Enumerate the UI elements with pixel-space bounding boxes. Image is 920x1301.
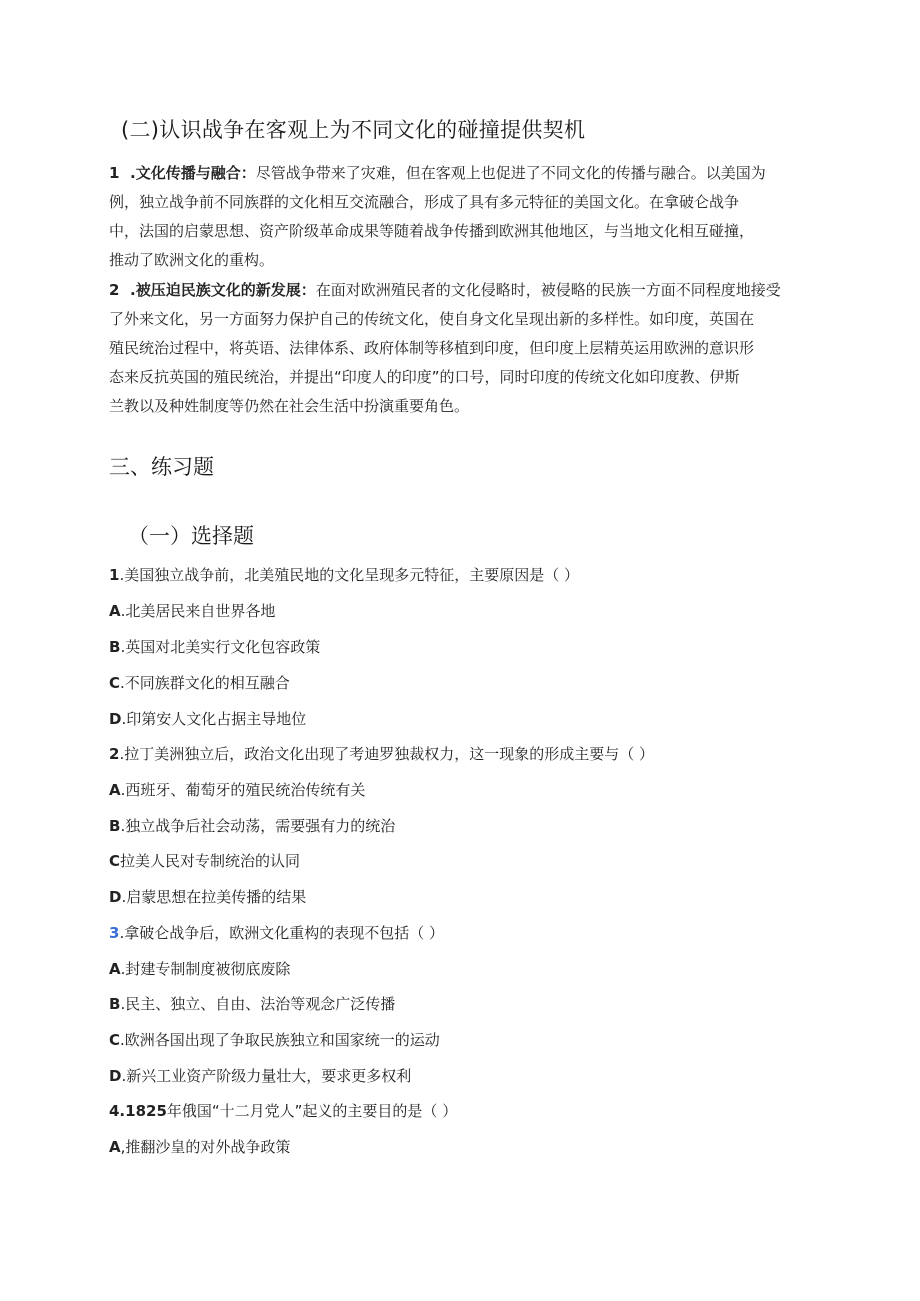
section-title: (二)认识战争在客观上为不同文化的碰撞提供契机 xyxy=(121,118,586,142)
option-c xyxy=(109,851,300,871)
item-text: .不同族群文化的相互融合 xyxy=(120,674,290,692)
item-text: 年俄国“十二月党人”起义的主要目的是（ ） xyxy=(166,1102,458,1120)
option-a xyxy=(109,1137,290,1157)
item-text: .欧洲各国出现了争取民族独立和国家统一的运动 xyxy=(120,1031,440,1049)
option-c xyxy=(109,673,290,693)
option-a xyxy=(109,601,275,621)
item-text: .北美居民来自世界各地 xyxy=(120,602,276,620)
item-number: D xyxy=(109,1067,122,1085)
point-label: .被压迫民族文化的新发展： xyxy=(130,281,316,299)
item-number: 4.1825 xyxy=(109,1102,167,1120)
option-b xyxy=(109,994,395,1014)
point-line: 在面对欧洲殖民者的文化侵略时，被侵略的民族一方面不同程度地接受 xyxy=(315,281,781,299)
question-1 xyxy=(109,565,579,585)
item-number: A xyxy=(109,960,121,978)
option-b xyxy=(109,637,320,657)
point-number: 2 xyxy=(109,281,120,299)
question-4 xyxy=(109,1101,457,1121)
option-d xyxy=(109,1066,411,1086)
point-1 xyxy=(109,159,809,279)
question-2 xyxy=(109,744,654,764)
item-number: C xyxy=(109,674,121,692)
item-number: C xyxy=(109,852,121,870)
item-text: 拉美人民对专制统治的认同 xyxy=(120,852,301,870)
item-number: D xyxy=(109,710,122,728)
item-text: .封建专制制度被彻底废除 xyxy=(120,960,291,978)
item-text: .英国对北美实行文化包容政策 xyxy=(120,638,321,656)
point-2 xyxy=(109,276,809,426)
point-line: 殖民统治过程中，将英语、法律体系、政府体制等移植到印度，但印度上层精英运用欧洲的意识形 xyxy=(109,339,755,357)
item-number: 1 xyxy=(109,566,120,584)
point-number: 1 xyxy=(109,164,120,182)
item-number: A xyxy=(109,1138,121,1156)
item-text: .拉丁美洲独立后，政治文化出现了考迪罗独裁权力，这一现象的形成主要与（ ） xyxy=(119,745,654,763)
item-text: .民主、独立、自由、法治等观念广泛传播 xyxy=(120,995,396,1013)
point-label: .文化传播与融合： xyxy=(130,164,256,182)
item-text: .印第安人文化占据主导地位 xyxy=(121,710,307,728)
item-number: C xyxy=(109,1031,121,1049)
point-line: 了外来文化，另一方面努力保护自己的传统文化，使自身文化呈现出新的多样性。如印度，英国在 xyxy=(109,310,755,328)
item-number: B xyxy=(109,638,121,656)
option-d xyxy=(109,709,306,729)
point-line: 尽管战争带来了灾难，但在客观上也促进了不同文化的传播与融合。以美国为 xyxy=(255,164,766,182)
point-line: 例，独立战争前不同族群的文化相互交流融合，形成了具有多元特征的美国文化。在拿破仑战争 xyxy=(109,193,740,211)
option-a xyxy=(109,780,365,800)
point-line: 中，法国的启蒙思想、资产阶级革命成果等随着战争传播到欧洲其他地区，与当地文化相互碰撞， xyxy=(109,222,755,240)
point-line: 态来反抗英国的殖民统治，并提出“印度人的印度”的口号，同时印度的传统文化如印度教、伊斯 xyxy=(109,368,740,386)
item-number: A xyxy=(109,781,121,799)
item-number: B xyxy=(109,817,121,835)
item-text: ,推翻沙皇的对外战争政策 xyxy=(120,1138,291,1156)
item-text: .独立战争后社会动荡，需要强有力的统治 xyxy=(120,817,396,835)
heading-exercises: 三、练习题 xyxy=(109,455,214,479)
item-number: B xyxy=(109,995,121,1013)
option-d xyxy=(109,887,306,907)
item-number: D xyxy=(109,888,122,906)
item-number: A xyxy=(109,602,121,620)
option-a xyxy=(109,959,290,979)
option-c xyxy=(109,1030,440,1050)
item-text: .拿破仑战争后，欧洲文化重构的表现不包括（ ） xyxy=(119,924,444,942)
item-text: .新兴工业资产阶级力量壮大，要求更多权利 xyxy=(121,1067,412,1085)
item-text: .西班牙、葡萄牙的殖民统治传统有关 xyxy=(120,781,366,799)
item-text: .启蒙思想在拉美传播的结果 xyxy=(121,888,307,906)
point-line: 兰教以及种姓制度等仍然在社会生活中扮演重要角色。 xyxy=(109,397,470,415)
point-line: 推动了欧洲文化的重构。 xyxy=(109,251,275,269)
item-text: .美国独立战争前，北美殖民地的文化呈现多元特征，主要原因是（ ） xyxy=(119,566,579,584)
item-number: 2 xyxy=(109,745,120,763)
item-number: 3 xyxy=(109,924,120,942)
heading-choice: （一）选择题 xyxy=(128,524,254,548)
question-3 xyxy=(109,923,444,943)
option-b xyxy=(109,816,395,836)
